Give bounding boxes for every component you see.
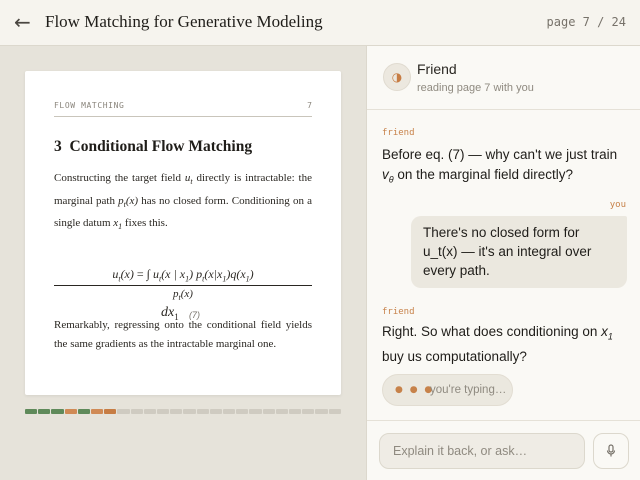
chat-panel bbox=[366, 46, 640, 480]
section-title: Conditional Flow Matching bbox=[69, 138, 253, 155]
progress-segment[interactable] bbox=[263, 409, 275, 414]
paper-page bbox=[25, 71, 341, 395]
equation-denominator: $p_t(x)$ bbox=[173, 288, 193, 303]
progress-segment[interactable] bbox=[249, 409, 261, 414]
friend-name: Friend bbox=[417, 61, 457, 77]
message-text: on the marginal field directly? bbox=[393, 167, 573, 182]
microphone-icon bbox=[605, 444, 617, 458]
equation-fraction-bar bbox=[54, 285, 312, 286]
progress-segment[interactable] bbox=[51, 409, 63, 414]
progress-segment[interactable] bbox=[315, 409, 327, 414]
equation-differential: $dx_1$ bbox=[161, 305, 179, 322]
reading-progress-bar bbox=[25, 409, 341, 414]
sender-label: friend bbox=[382, 307, 415, 317]
para1-text-3: has no closed form. Conditioning on a single datum bbox=[54, 194, 312, 230]
progress-segment[interactable] bbox=[144, 409, 156, 414]
progress-segment[interactable] bbox=[302, 409, 314, 414]
progress-segment[interactable] bbox=[65, 409, 77, 414]
user-message-bubble: There's no closed form for u_t(x) — it's an integral over every path. bbox=[411, 216, 627, 288]
progress-segment[interactable] bbox=[38, 409, 50, 414]
paper-page-number: 7 bbox=[307, 101, 312, 110]
progress-segment[interactable] bbox=[183, 409, 195, 414]
chat-input[interactable] bbox=[379, 433, 585, 469]
paragraph-remark: Remarkably, regressing onto the conditional field yields the same gradients as the intractable marginal one. bbox=[54, 319, 312, 350]
paper-viewer bbox=[0, 46, 366, 480]
typing-indicator bbox=[382, 374, 513, 406]
progress-segment[interactable] bbox=[276, 409, 288, 414]
message-composer bbox=[367, 420, 640, 480]
progress-segment[interactable] bbox=[131, 409, 143, 414]
typing-text: you're typing… bbox=[430, 384, 507, 396]
equation-numerator: $u_t(x)$ = ∫ $u_t(x$ | $x_1$) $p_t(x|x_1)q(x_1)$ bbox=[112, 267, 254, 284]
chat-header bbox=[367, 46, 640, 110]
progress-segment[interactable] bbox=[210, 409, 222, 414]
sender-label: friend bbox=[382, 128, 415, 138]
progress-segment[interactable] bbox=[289, 409, 301, 414]
back-arrow-icon[interactable]: ← bbox=[14, 10, 31, 34]
message-text: buy us computationally? bbox=[382, 348, 527, 364]
equation-label: (7) bbox=[189, 310, 200, 320]
top-bar bbox=[0, 0, 640, 46]
paper-running-header bbox=[54, 101, 312, 117]
friend-status: reading page 7 with you bbox=[417, 82, 534, 94]
microphone-button[interactable] bbox=[593, 433, 629, 469]
progress-segment[interactable] bbox=[236, 409, 248, 414]
document-title: Flow Matching for Generative Modeling bbox=[45, 12, 323, 31]
progress-segment[interactable] bbox=[25, 409, 37, 414]
progress-segment[interactable] bbox=[117, 409, 129, 414]
para1-text-4: fixes this. bbox=[122, 217, 168, 230]
progress-segment[interactable] bbox=[223, 409, 235, 414]
paragraph-intro: Constructing the target field $u_t$ directly is intractable: the marginal path $p_t(x)$ has no closed form. Conditioning on a single datum $x_1$ fixes this. bbox=[54, 172, 312, 232]
para1-text-2: directly is intractable: the marginal path bbox=[54, 172, 312, 207]
message-text: Before eq. (7) — why can't we just train bbox=[382, 147, 618, 162]
friend-message: Right. So what does conditioning on $x_1$ buy us computationally? bbox=[382, 324, 613, 364]
typing-dots-icon: ● ● ● bbox=[395, 385, 435, 395]
progress-segment[interactable] bbox=[170, 409, 182, 414]
message-text: Right. So what does conditioning on bbox=[382, 324, 602, 339]
progress-segment[interactable] bbox=[91, 409, 103, 414]
progress-segment[interactable] bbox=[197, 409, 209, 414]
para1-text-1: Constructing the target field bbox=[54, 172, 185, 184]
half-circle-icon: ◑ bbox=[383, 63, 411, 91]
progress-segment[interactable] bbox=[329, 409, 341, 414]
section-number: 3 bbox=[54, 138, 62, 155]
sender-label: you bbox=[609, 200, 626, 210]
page-indicator: page 7 / 24 bbox=[546, 15, 626, 29]
section-heading bbox=[54, 138, 252, 156]
progress-segment[interactable] bbox=[104, 409, 116, 414]
running-head: FLOW MATCHING bbox=[54, 101, 125, 110]
progress-segment[interactable] bbox=[78, 409, 90, 414]
friend-message: Before eq. (7) — why can't we just train $v_\theta$ on the marginal field directly? bbox=[382, 147, 618, 185]
progress-segment[interactable] bbox=[157, 409, 169, 414]
